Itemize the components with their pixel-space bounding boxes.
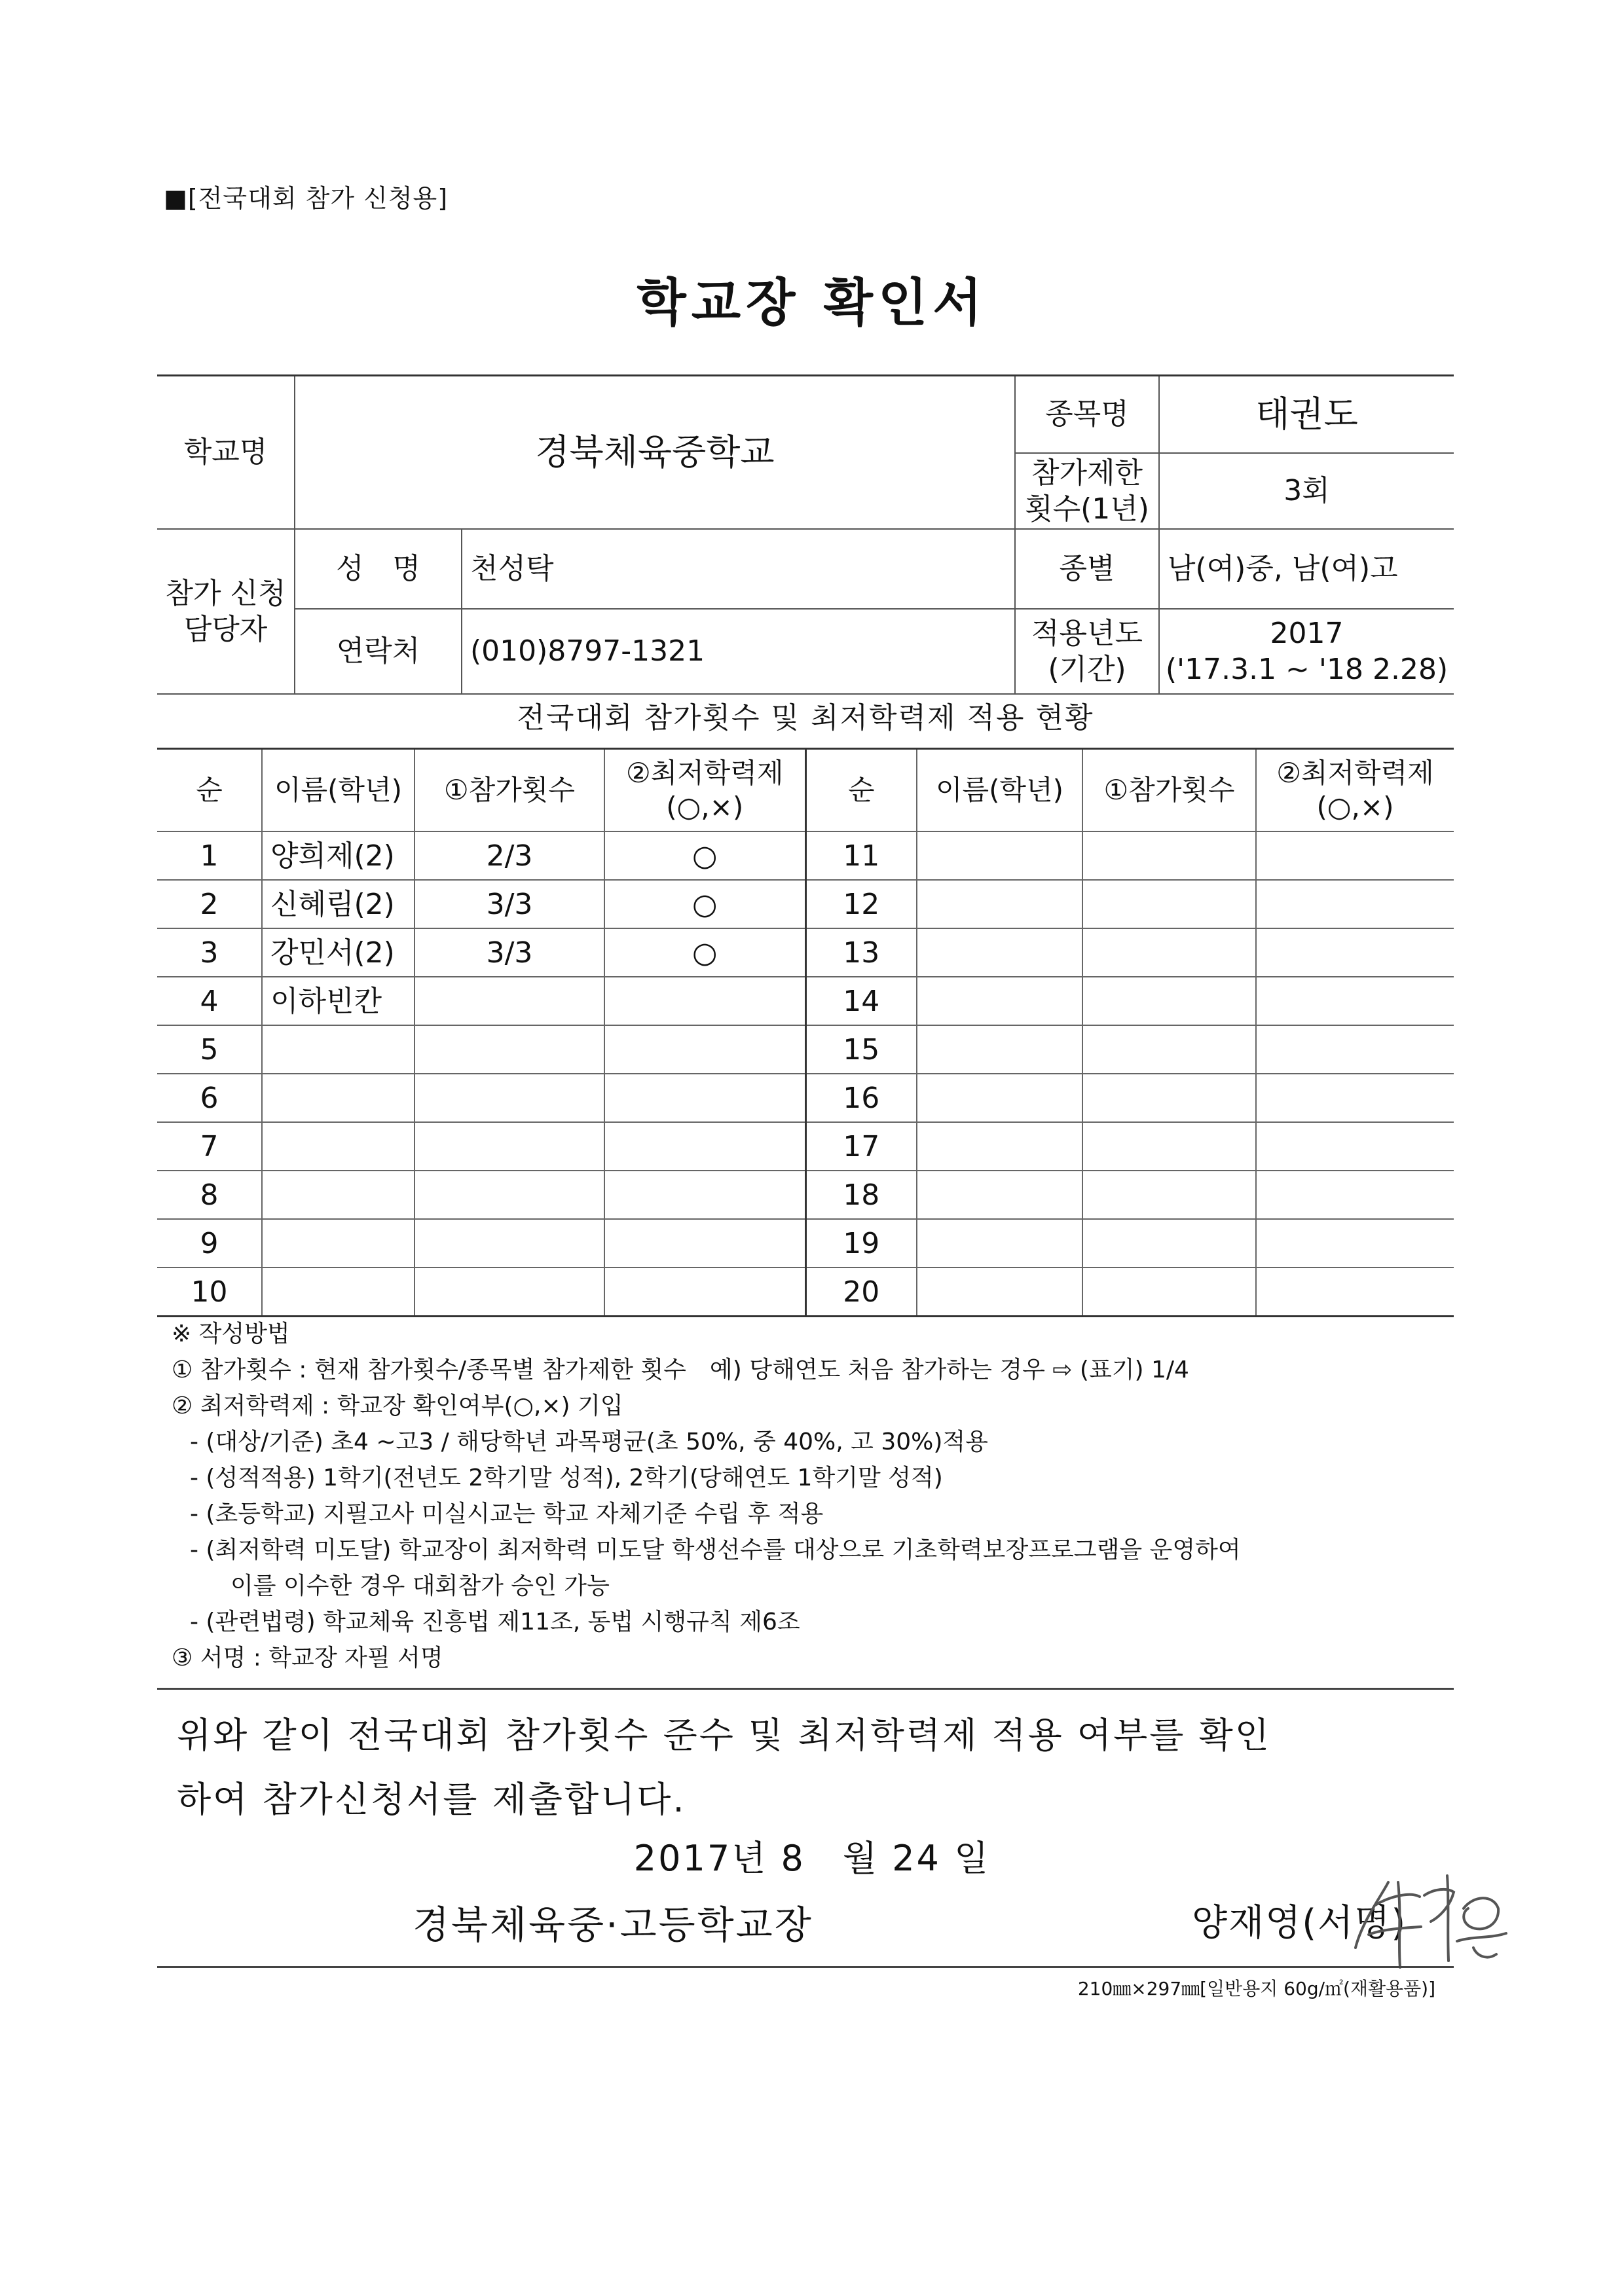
table-cell-count xyxy=(1082,1025,1256,1074)
contact-value: (010)8797-1321 xyxy=(462,609,1015,694)
table-cell-no: 13 xyxy=(805,928,917,977)
note-subitem: - (성적적용) 1학기(전년도 2학기말 성적), 2학기(당해연도 1학기말 성적) xyxy=(190,1465,943,1491)
table-cell-count: 2/3 xyxy=(415,831,604,880)
table-cell-no: 3 xyxy=(157,928,262,977)
table-row xyxy=(157,1267,1454,1317)
handwritten-signature xyxy=(1342,1856,1526,1980)
table-cell-min: ○ xyxy=(604,831,805,880)
table-cell-no: 4 xyxy=(157,977,262,1025)
table-row xyxy=(157,1025,1454,1074)
table-cell-no: 18 xyxy=(805,1171,917,1219)
status-title: 전국대회 참가횟수 및 최저학력제 적용 현황 xyxy=(517,701,1094,735)
table-cell-name xyxy=(917,831,1082,880)
column-header: 순 xyxy=(157,749,262,832)
issue-date: 2017년 8 월 24 일 xyxy=(633,1838,991,1879)
table-row xyxy=(157,928,1454,977)
table-cell-min: ○ xyxy=(604,928,805,977)
table-cell-count xyxy=(1082,831,1256,880)
table-cell-min xyxy=(1256,831,1454,880)
column-header: ②최저학력제 (○,×) xyxy=(1256,749,1454,832)
note-subitem: - (초등학교) 지필고사 미실시교는 학교 자체기준 수립 후 적용 xyxy=(190,1501,824,1527)
writing-notes xyxy=(172,1316,1455,1676)
table-cell-name: 양희제(2) xyxy=(262,831,415,880)
table-cell-no: 5 xyxy=(157,1025,262,1074)
table-cell-name xyxy=(262,1025,415,1074)
period-value xyxy=(1159,609,1454,694)
table-cell-no: 7 xyxy=(157,1122,262,1171)
divider xyxy=(157,1966,1454,1968)
period-year: 2017 xyxy=(1270,616,1344,650)
table-cell-name xyxy=(262,1171,415,1219)
table-cell-count xyxy=(1082,880,1256,928)
table-cell-no: 8 xyxy=(157,1171,262,1219)
table-cell-min xyxy=(604,1267,805,1317)
category-label: 종별 xyxy=(1015,529,1159,609)
note-subitem: - (최저학력 미도달) 학교장이 최저학력 미도달 학생선수를 대상으로 기초학력보장프로그램을 운영하여 xyxy=(190,1537,1241,1563)
column-header: 이름(학년) xyxy=(262,749,415,832)
table-cell-count xyxy=(415,1219,604,1267)
table-cell-name xyxy=(262,1074,415,1122)
table-cell-no: 2 xyxy=(157,880,262,928)
table-cell-count xyxy=(1082,1219,1256,1267)
table-cell-no: 19 xyxy=(805,1219,917,1267)
table-cell-no: 20 xyxy=(805,1267,917,1317)
table-cell-no: 16 xyxy=(805,1074,917,1122)
table-cell-name: 이하빈칸 xyxy=(262,977,415,1025)
table-cell-count: 3/3 xyxy=(415,928,604,977)
confirmation-line: 하여 참가신청서를 제출합니다. xyxy=(177,1779,686,1820)
paper-spec: 210㎜×297㎜[일반용지 60g/㎡(재활용품)] xyxy=(1077,1978,1435,1999)
table-cell-count xyxy=(1082,977,1256,1025)
divider xyxy=(157,1688,1454,1690)
note-subitem-cont: 이를 이수한 경우 대회참가 승인 가능 xyxy=(231,1573,610,1599)
column-header: ①참가횟수 xyxy=(1082,749,1256,832)
table-cell-no: 12 xyxy=(805,880,917,928)
table-cell-count xyxy=(1082,1267,1256,1317)
table-cell-min xyxy=(1256,1122,1454,1171)
table-cell-count xyxy=(415,1171,604,1219)
period-label: 적용년도 (기간) xyxy=(1015,609,1159,694)
name-value: 천성탁 xyxy=(462,529,1015,609)
limit-label: 참가제한 횟수(1년) xyxy=(1015,453,1159,529)
principal-name: 양재영(서명) xyxy=(1192,1902,1407,1944)
table-cell-name xyxy=(917,880,1082,928)
table-row xyxy=(157,1122,1454,1171)
note-item: ① 참가횟수 : 현재 참가횟수/종목별 참가제한 횟수 예) 당해연도 처음 참가하는 경우 ⇨ (표기) 1/4 xyxy=(172,1357,1189,1383)
issuing-school: 경북체육중·고등학교장 xyxy=(413,1903,813,1947)
status-header-row xyxy=(157,749,1454,832)
column-header: ①참가횟수 xyxy=(415,749,604,832)
table-cell-name xyxy=(917,1219,1082,1267)
table-cell-count xyxy=(1082,928,1256,977)
table-cell-name xyxy=(917,1171,1082,1219)
table-cell-no: 17 xyxy=(805,1122,917,1171)
table-cell-count xyxy=(415,1267,604,1317)
period-range: ('17.3.1 ~ '18 2.28) xyxy=(1165,652,1449,686)
table-cell-name: 강민서(2) xyxy=(262,928,415,977)
table-row xyxy=(157,977,1454,1025)
confirmation-text xyxy=(177,1704,1447,1832)
table-cell-count xyxy=(1082,1074,1256,1122)
table-cell-no: 15 xyxy=(805,1025,917,1074)
table-cell-no: 9 xyxy=(157,1219,262,1267)
school-name: 경북체육중학교 xyxy=(295,376,1015,529)
table-row xyxy=(157,831,1454,880)
table-cell-count xyxy=(415,977,604,1025)
sport-label: 종목명 xyxy=(1015,376,1159,453)
table-cell-min xyxy=(604,1074,805,1122)
sport-value: 태권도 xyxy=(1159,376,1454,453)
table-cell-no: 11 xyxy=(805,831,917,880)
table-cell-name xyxy=(917,1025,1082,1074)
table-cell-name xyxy=(917,1074,1082,1122)
form-type-tag: ■[전국대회 참가 신청용] xyxy=(164,184,449,213)
status-table xyxy=(157,748,1454,1317)
table-cell-min xyxy=(604,1171,805,1219)
table-cell-min xyxy=(604,1122,805,1171)
table-cell-min xyxy=(1256,977,1454,1025)
table-cell-min xyxy=(604,977,805,1025)
table-row xyxy=(157,1074,1454,1122)
category-value: 남(여)중, 남(여)고 xyxy=(1159,529,1454,609)
table-cell-name xyxy=(917,977,1082,1025)
note-item: ③ 서명 : 학교장 자필 서명 xyxy=(172,1645,443,1671)
table-cell-min xyxy=(1256,1171,1454,1219)
table-cell-no: 14 xyxy=(805,977,917,1025)
table-cell-min: ○ xyxy=(604,880,805,928)
limit-value: 3회 xyxy=(1159,453,1454,529)
info-table xyxy=(157,374,1454,695)
document-title: 학교장 확인서 xyxy=(637,274,987,333)
table-cell-count xyxy=(415,1025,604,1074)
column-header: 순 xyxy=(805,749,917,832)
column-header: 이름(학년) xyxy=(917,749,1082,832)
confirmation-line: 위와 같이 전국대회 참가횟수 준수 및 최저학력제 적용 여부를 확인 xyxy=(177,1715,1271,1756)
table-cell-count xyxy=(415,1074,604,1122)
table-cell-name: 신혜림(2) xyxy=(262,880,415,928)
table-cell-no: 1 xyxy=(157,831,262,880)
table-row xyxy=(157,1171,1454,1219)
table-cell-min xyxy=(1256,1219,1454,1267)
notes-heading: ※ 작성방법 xyxy=(172,1321,290,1347)
table-cell-min xyxy=(1256,1025,1454,1074)
table-row xyxy=(157,1219,1454,1267)
table-cell-no: 6 xyxy=(157,1074,262,1122)
contact-label: 연락처 xyxy=(295,609,462,694)
name-label: 성 명 xyxy=(295,529,462,609)
table-cell-min xyxy=(1256,928,1454,977)
note-subitem: - (관련법령) 학교체육 진흥법 제11조, 동법 시행규칙 제6조 xyxy=(190,1609,800,1635)
table-cell-count xyxy=(1082,1122,1256,1171)
table-cell-min xyxy=(1256,1074,1454,1122)
table-cell-min xyxy=(604,1025,805,1074)
note-item: ② 최저학력제 : 학교장 확인여부(○,×) 기입 xyxy=(172,1393,623,1419)
table-cell-min xyxy=(1256,880,1454,928)
table-cell-name xyxy=(917,1122,1082,1171)
school-label: 학교명 xyxy=(157,376,295,529)
table-cell-name xyxy=(917,928,1082,977)
table-cell-name xyxy=(917,1267,1082,1317)
note-subitem: - (대상/기준) 초4 ~고3 / 해당학년 과목평균(초 50%, 중 40%, 고 30%)적용 xyxy=(190,1429,988,1455)
table-cell-count: 3/3 xyxy=(415,880,604,928)
table-cell-min xyxy=(1256,1267,1454,1317)
table-cell-name xyxy=(262,1122,415,1171)
table-cell-count xyxy=(415,1122,604,1171)
column-header: ②최저학력제 (○,×) xyxy=(604,749,805,832)
table-row xyxy=(157,880,1454,928)
table-cell-min xyxy=(604,1219,805,1267)
table-cell-name xyxy=(262,1267,415,1317)
applicant-label: 참가 신청 담당자 xyxy=(157,529,295,694)
table-cell-count xyxy=(1082,1171,1256,1219)
table-cell-no: 10 xyxy=(157,1267,262,1317)
table-cell-name xyxy=(262,1219,415,1267)
